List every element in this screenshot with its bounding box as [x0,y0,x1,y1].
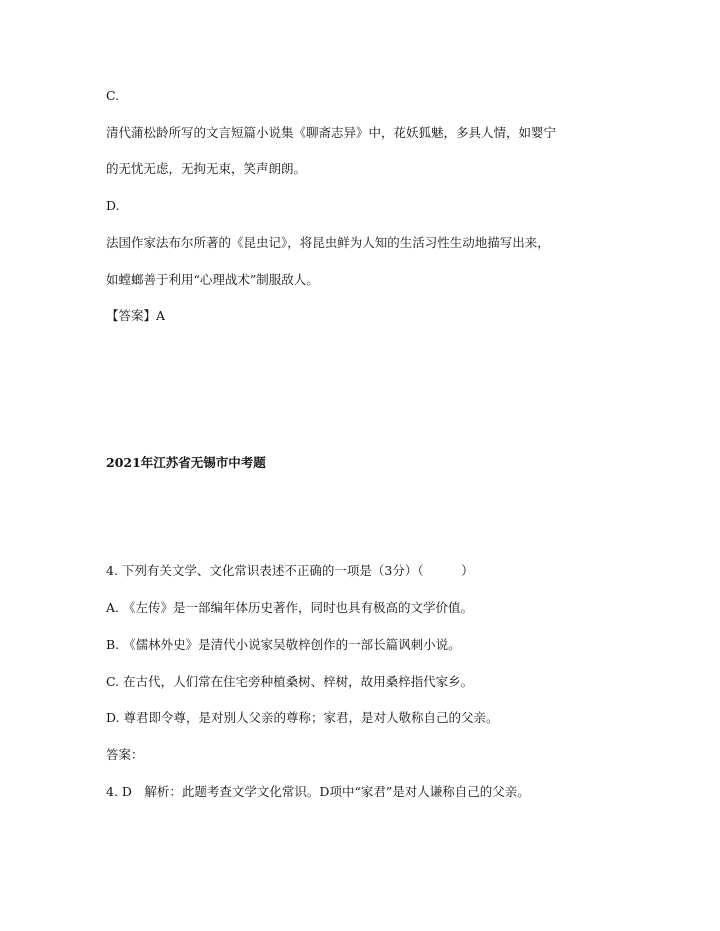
question-option-b: B. 《儒林外史》是清代小说家吴敬梓创作的一部长篇讽刺小说。 [106,637,461,652]
option-d-text-line2: 如螳螂善于利用“心理战术”制服敌人。 [106,272,319,287]
question-option-d: D. 尊君即令尊，是对别人父亲的尊称；家君，是对人敬称自己的父亲。 [106,710,499,725]
answer-explanation: 4. D 解析：此题考查文学文化常识。D项中“家君”是对人谦称自己的父亲。 [106,784,530,799]
question-option-a: A. 《左传》是一部编年体历史著作，同时也具有极高的文学价值。 [106,600,473,615]
question-stem: 4. 下列有关文学、文化常识表述不正确的一项是（3分）（ ） [106,563,474,578]
option-d-text-line1: 法国作家法布尔所著的《昆虫记》，将昆虫鲜为人知的生活习性生动地描写出来， [106,235,550,250]
option-c-text-line2: 的无忧无虑，无拘无束，笑声朗朗。 [106,161,307,176]
option-c-text-line1: 清代蒲松龄所写的文言短篇小说集《聊斋志异》中，花妖狐魅，多具人情，如婴宁 [106,125,557,140]
option-d-label: D. [106,198,120,213]
answer-line: 【答案】A [106,308,166,323]
exam-title: 2021年江苏省无锡市中考题 [106,455,266,470]
answer-label: 答案： [106,747,144,762]
option-c-label: C. [106,88,120,103]
question-option-c: C. 在古代，人们常在住宅旁种植桑树、梓树，故用桑梓指代家乡。 [106,674,474,689]
